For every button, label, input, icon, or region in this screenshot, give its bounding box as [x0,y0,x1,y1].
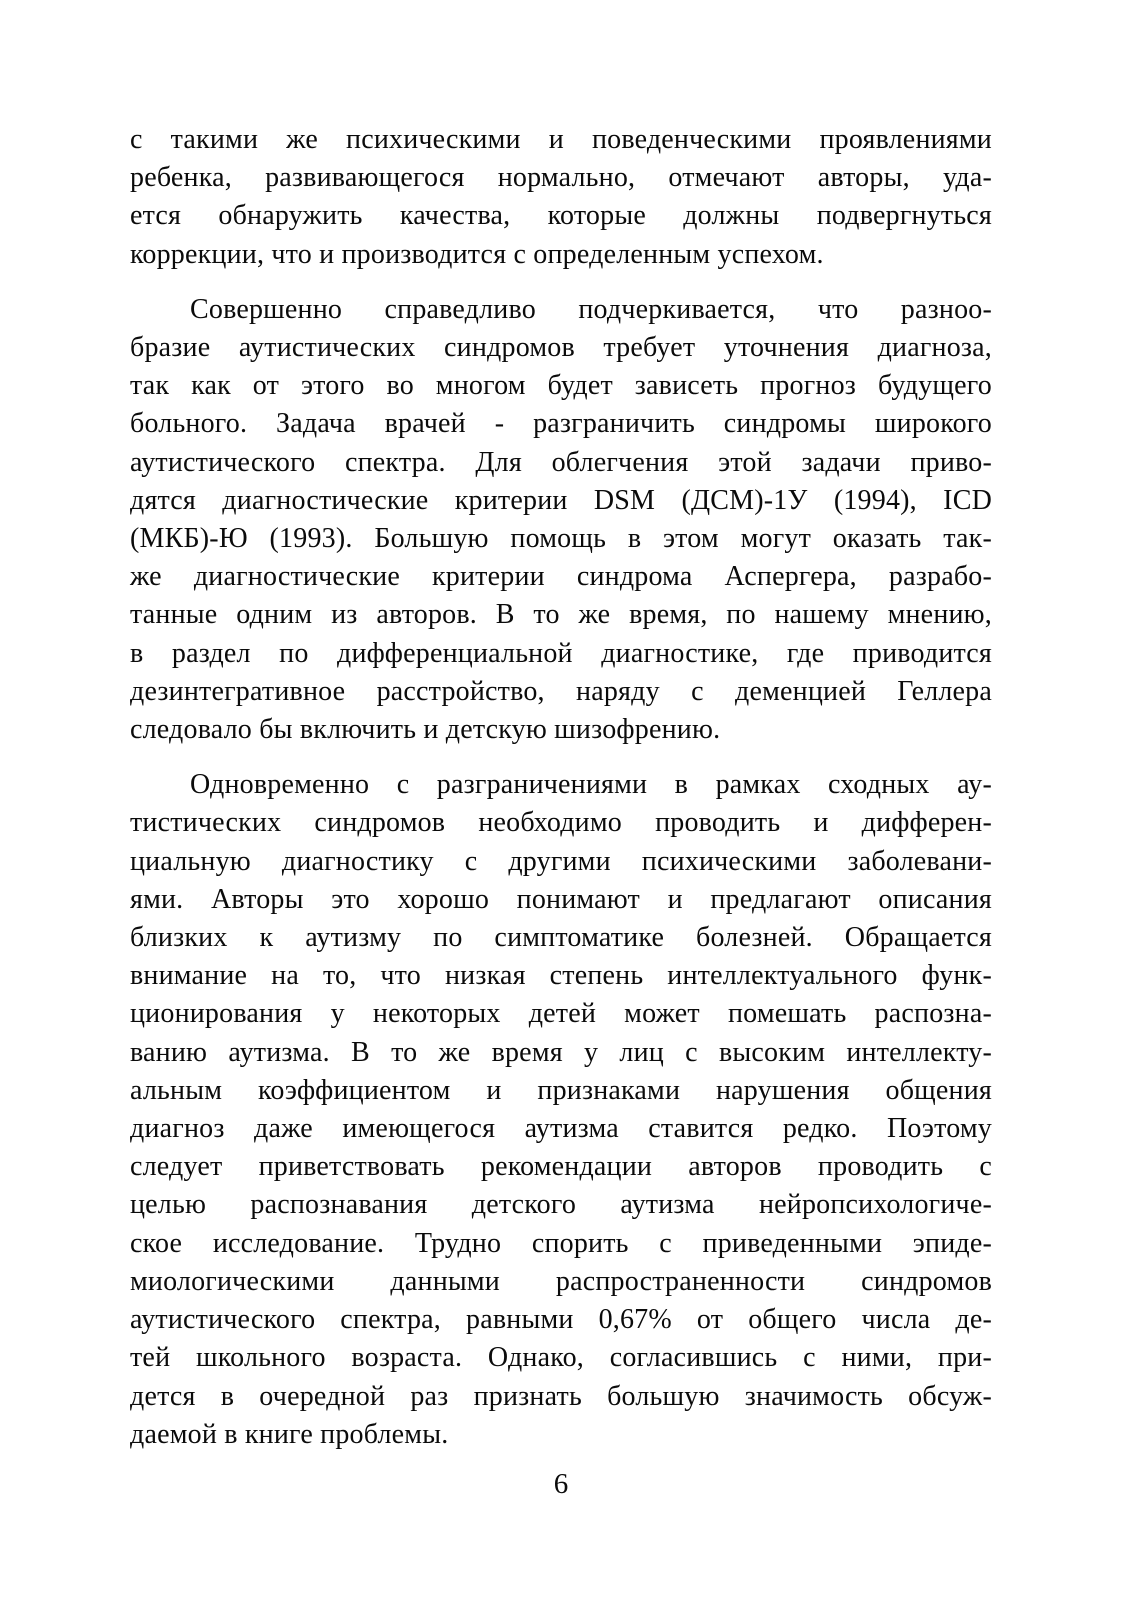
text-line: бразие аутистических синдромов требует уточнения диагноза, [130,332,992,364]
text-line: Совершенно справедливо подчеркивается, что разноо- [190,293,992,325]
text-line: ребенка, развивающегося нормально, отмечают авторы, уда- [130,162,992,194]
text-line: Одновременно с разграничениями в рамках сходных ау- [190,769,992,801]
text-line: (МКБ)-Ю (1993). Большую помощь в этом могут оказать так- [130,523,992,555]
text-block [130,121,992,1471]
text-line: танные одним из авторов. В то же время, по нашему мнению, [130,599,992,631]
text-line: целью распознавания детского аутизма нейропсихологиче- [130,1189,992,1221]
text-line: дется в очередной раз признать большую значимость обсуж- [130,1380,992,1412]
text-line: больного. Задача врачей - разграничить синдромы широкого [130,408,992,440]
text-line: следует приветствовать рекомендации авторов проводить с [130,1151,992,1183]
text-line: внимание на то, что низкая степень интеллектуального функ- [130,960,992,992]
paragraph [130,766,992,1454]
text-line: миологическими данными распространенности синдромов [130,1265,992,1297]
text-line: дезинтегративное расстройство, наряду с деменцией Геллера [130,675,992,707]
text-line: аутистического спектра, равными 0,67% от общего числа де- [130,1304,992,1336]
text-line: аутистического спектра. Для облегчения этой задачи приво- [130,446,992,478]
text-line: ское исследование. Трудно спорить с приведенными эпиде- [130,1227,992,1259]
text-line: в раздел по дифференциальной диагностике, где приводится [130,637,992,669]
text-line: тей школьного возраста. Однако, согласившись с ними, при- [130,1342,992,1374]
text-line: тистических синдромов необходимо проводить и дифферен- [130,807,992,839]
text-line: следовало бы включить и детскую шизофрению. [130,714,721,746]
text-line: ями. Авторы это хорошо понимают и предлагают описания [130,883,992,915]
page-number: 6 [553,1468,569,1500]
text-line: с такими же психическими и поведенческими проявлениями [130,124,992,155]
text-line: ется обнаружить качества, которые должны подвергнуться [130,200,992,232]
text-line: так как от этого во многом будет зависеть прогноз будущего [130,370,992,402]
paragraph [130,121,992,274]
text-line: альным коэффициентом и признаками нарушения общения [130,1074,992,1106]
text-line: диагноз даже имеющегося аутизма ставится редко. Поэтому [130,1113,992,1145]
text-line: циальную диагностику с другими психическими заболевани- [130,845,992,877]
text-line: коррекции, что и производится с определенным успехом. [130,238,824,270]
text-line: близких к аутизму по симптоматике болезней. Обращается [130,922,992,954]
text-line: ционирования у некоторых детей может помешать распозна- [130,998,992,1030]
text-line: же диагностические критерии синдрома Аспергера, разрабо- [130,561,992,593]
text-line: даемой в книге проблемы. [130,1418,449,1450]
text-line: дятся диагностические критерии DSM (ДСМ)-1У (1994), ICD [130,484,992,516]
text-line: ванию аутизма. В то же время у лиц с высоким интеллекту- [130,1036,992,1068]
paragraph [130,291,992,749]
